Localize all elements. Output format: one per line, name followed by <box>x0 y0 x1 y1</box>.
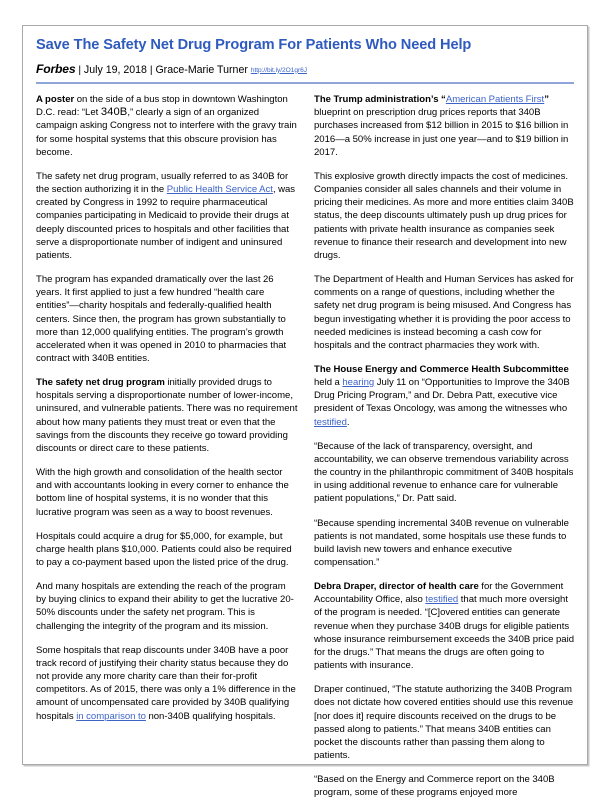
left-column <box>36 93 298 799</box>
quote-close: ” <box>544 94 549 106</box>
paragraph-left-3: The program has expanded dramatically over the last 26 years. It first applied to just a few hundred “health care entities”—charity hospitals and federally-qualified health centers. Since then, the program has grown substantially to more than 12,000 qualifying entities. The program’s growth accelerated when it was opened in 2010 to pharmacies that contract with 340B entities. <box>36 274 287 364</box>
paragraph-right-3: The Department of Health and Human Services has asked for comments on a range of questions, including whether the safety net drug program is being misused. And Congress has begun investigating whether it is providing the poor access to needed medicines is instead becoming a cash cow for hospitals and the contract pharmacies they work with. <box>314 274 574 351</box>
paragraph-text: July 11 on “Opportunities to Improve the 340B Drug Pricing Program,” and Dr. Debra Patt, executive vice president of Texas Oncology, was among the witnesses who <box>314 377 570 415</box>
paragraph-text: for the Government Accountability Office, also <box>314 581 564 606</box>
paragraph-left-2 <box>36 170 298 262</box>
paragraph-right-7 <box>314 580 576 672</box>
hearing-link[interactable]: hearing <box>342 377 375 389</box>
american-patients-first-link[interactable]: American Patients First <box>445 94 545 106</box>
paragraph-text: , was created by Congress in 1992 to require pharmaceutical companies participating in Medicaid to provide their drugs at deeply discounted prices to hospitals and other facilities that serve a disproportionate number of indigent and uninsured patients. <box>36 184 296 261</box>
paragraph-text: on the side of a bus stop in downtown Washington D.C. read: “Let <box>36 94 288 119</box>
paragraph-right-9: “Based on the Energy and Commerce report on the 340B program, some of these programs enjoyed more <box>314 774 555 799</box>
lead-in-text: The safety net drug program <box>36 377 165 389</box>
right-column <box>314 93 576 799</box>
paragraph-text: The safety net drug program, usually referred to as 340B for the section authorizing it in the <box>36 170 289 196</box>
byline-author: Grace-Marie Turner <box>155 63 248 76</box>
paragraph-right-5: “Because of the lack of transparency, oversight, and accountability, we can observe tremendous variability across the country in the philanthropic commitment of 340B hospitals in using additional revenue to enhance care for vulnerable patient populations,” Dr. Patt said. <box>314 440 574 505</box>
paragraph-left-4 <box>36 376 298 455</box>
quote-open: “ <box>441 94 446 106</box>
lead-in-text: Debra Draper, director of health care <box>314 581 479 593</box>
public-health-service-act-link[interactable]: Public Health Service Act <box>166 184 273 196</box>
testified-link-draper[interactable]: testified <box>425 594 459 606</box>
publication-name: Forbes <box>36 61 76 76</box>
article-columns <box>36 93 574 799</box>
testified-link-patt[interactable]: testified <box>314 416 347 428</box>
paragraph-left-6: Hospitals could acquire a drug for $5,000, for example, but charge health plans $10,000. Patients could also be required to pay a co-payment based upon the listed price of the drug. <box>36 530 292 569</box>
lead-in-text: The Trump administration’s <box>314 94 442 106</box>
paragraph-text: blueprint on prescription drug prices reports that 340B purchases increased from $12 billion in 2015 to $16 billion in 2016—a 50% increase in just one year—and to $19 billion in 2017. <box>314 107 569 158</box>
byline <box>36 62 574 77</box>
paragraph-text: ,” clearly a sign of an organized campaign asking Congress not to interfere with the gravy train for some hospital systems that this obscure provision has become. <box>36 107 297 158</box>
paragraph-text: . <box>346 416 350 428</box>
paragraph-left-7: And many hospitals are extending the reach of the program by buying clinics to expand their ability to get the lucrative 20-50% discounts under the safety net program. This is challenging the integrity of the program and its mission. <box>36 581 294 632</box>
paragraph-text: initially provided drugs to hospitals serving a disproportionate number of lower-income, uninsured, and vulnerable patients. There was no requirement about how many patients they must treat or even that the savings from the discounts they receive go toward providing discounts or direct care to these patients. <box>36 377 298 454</box>
paragraph-text: that much more oversight of the program is needed. “[C]overed entities can generate revenue when they purchase 340B drugs for eligible patients whose insurance reimbursement exceeds the 340B price paid for the drugs.” That means the drugs are often going to patients with insurance. <box>314 594 575 672</box>
lead-in-text: The House Energy and Commerce Health Subcommittee <box>314 363 569 375</box>
document-page <box>22 25 588 799</box>
byline-date: July 19, 2018 <box>83 63 147 76</box>
paragraph-right-6: “Because spending incremental 340B revenue on vulnerable patients is not mandated, some hospitals use these funds to build lavish new towers and enhance executive compensation.” <box>314 517 569 569</box>
paragraph-text: non-340B qualifying hospitals. <box>145 710 276 722</box>
byline-separator-1: | <box>75 64 84 76</box>
document-content <box>23 26 587 800</box>
emphasis-340b: 340B <box>100 106 128 119</box>
paragraph-left-5: With the high growth and consolidation of the health sector and with accountants looking in every corner to enhance the bottom line of hospital systems, it is no wonder that this lucrative program was seen as a way to boost revenues. <box>36 467 289 518</box>
source-url-link[interactable]: http://bit.ly/2O1gr6J <box>250 66 307 74</box>
byline-separator-2: | <box>146 64 156 76</box>
page-title: Save The Safety Net Drug Program For Patients Who Need Help <box>36 37 472 53</box>
in-comparison-to-link[interactable]: in comparison to <box>76 710 146 722</box>
paragraph-left-1 <box>36 93 298 159</box>
paragraph-text: Some hospitals that reap discounts under 340B have a poor track record of justifying their charity status because they do not provide any more charity care than their for-profit competitors. As of 2015, there was only a 1% difference in the amount of uncompensated care provided by 340B qualifying hospitals <box>36 644 296 722</box>
paragraph-right-4 <box>314 363 576 429</box>
paragraph-right-1 <box>314 93 576 159</box>
paragraph-right-2: This explosive growth directly impacts the cost of medicines. Companies consider all sales channels and their volume in pricing their medicines. As more and more entities claim 340B status, the deep discounts ultimately push up drug prices for patients with private health insurance as companies seek revenue to finance their research and development into new drugs. <box>314 170 574 261</box>
paragraph-left-8 <box>36 644 298 723</box>
header-divider <box>36 82 574 84</box>
paragraph-text: held a <box>314 377 343 389</box>
lead-in-text: A poster <box>36 94 75 106</box>
paragraph-right-8: Draper continued, “The statute authorizing the 340B Program does not dictate how covered entities should use this revenue [nor does it] require discounts received on the drugs to be passed along to patients.” That means 340B entities can pocket the discounts rather than passing them along to patients. <box>314 684 574 762</box>
